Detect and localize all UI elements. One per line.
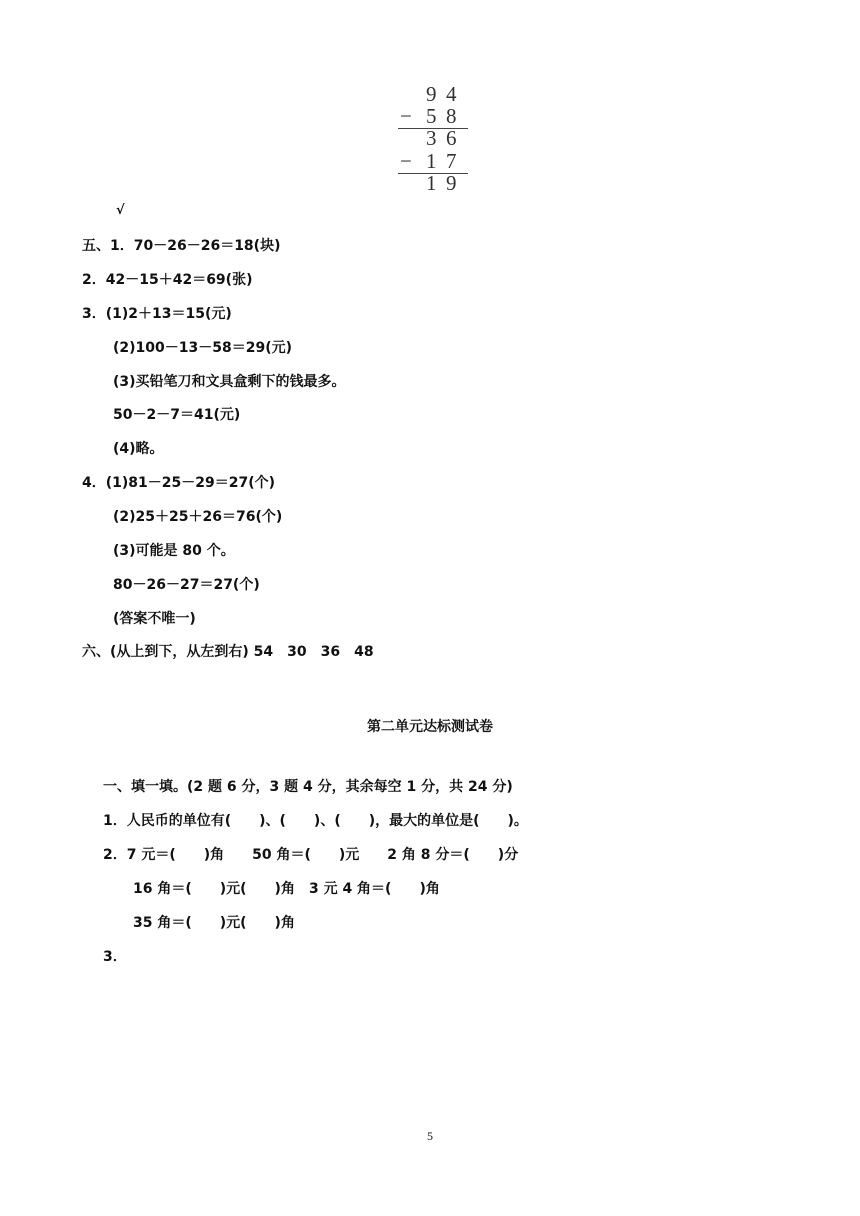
answer-line: 2．42－15＋42＝69(张) bbox=[82, 272, 253, 288]
answer-line: 50－2－7＝41(元) bbox=[113, 407, 241, 423]
digit: 1 bbox=[426, 149, 437, 173]
minus-sign: − bbox=[400, 104, 412, 128]
answer-line: (3)可能是 80 个。 bbox=[113, 543, 235, 559]
question-line: 一、填一填。(2 题 6 分，3 题 4 分，其余每空 1 分，共 24 分) bbox=[103, 779, 513, 795]
digit: 6 bbox=[446, 126, 457, 150]
digit: 1 bbox=[426, 171, 437, 195]
page-number: 5 bbox=[427, 1129, 433, 1143]
question-line: 1．人民币的单位有( )、( )、( )，最大的单位是( )。 bbox=[103, 813, 528, 829]
calc-row-3 bbox=[398, 126, 468, 148]
digit: 8 bbox=[446, 104, 457, 128]
question-line: 2．7 元＝( )角 50 角＝( )元 2 角 8 分＝( )分 bbox=[103, 847, 519, 863]
digit: 7 bbox=[446, 149, 457, 173]
answer-line: 4．(1)81－25－29＝27(个) bbox=[82, 475, 276, 491]
minus-sign: − bbox=[400, 149, 412, 173]
question-line: 35 角＝( )元( )角 bbox=[133, 915, 295, 931]
digit: 5 bbox=[426, 104, 437, 128]
digit: 9 bbox=[446, 171, 457, 195]
calc-row-4 bbox=[398, 149, 468, 171]
digit: 3 bbox=[426, 126, 437, 150]
answer-line: (答案不唯一) bbox=[113, 611, 196, 627]
answer-line: 六、(从上到下，从左到右) 54 30 36 48 bbox=[82, 644, 374, 660]
answer-line: 3．(1)2＋13＝15(元) bbox=[82, 306, 232, 322]
answer-line: (2)25＋25＋26＝76(个) bbox=[113, 509, 283, 525]
calc-row-5 bbox=[398, 171, 468, 193]
calc-row-1 bbox=[398, 82, 468, 104]
digit: 9 bbox=[426, 82, 437, 106]
check-mark: √ bbox=[116, 203, 125, 218]
answer-line: 80－26－27＝27(个) bbox=[113, 577, 260, 593]
question-line: 16 角＝( )元( )角 3 元 4 角＝( )角 bbox=[133, 881, 440, 897]
answer-line: 五、1．70－26－26＝18(块) bbox=[82, 238, 281, 254]
answer-line: (4)略。 bbox=[113, 441, 164, 457]
answer-line: (2)100－13－58＝29(元) bbox=[113, 340, 293, 356]
calc-row-2 bbox=[398, 104, 468, 126]
question-line: 3． bbox=[103, 949, 127, 965]
answer-line: (3)买铅笔刀和文具盒剩下的钱最多。 bbox=[113, 374, 346, 390]
digit: 4 bbox=[446, 82, 457, 106]
section-title: 第二单元达标测试卷 bbox=[367, 719, 493, 735]
